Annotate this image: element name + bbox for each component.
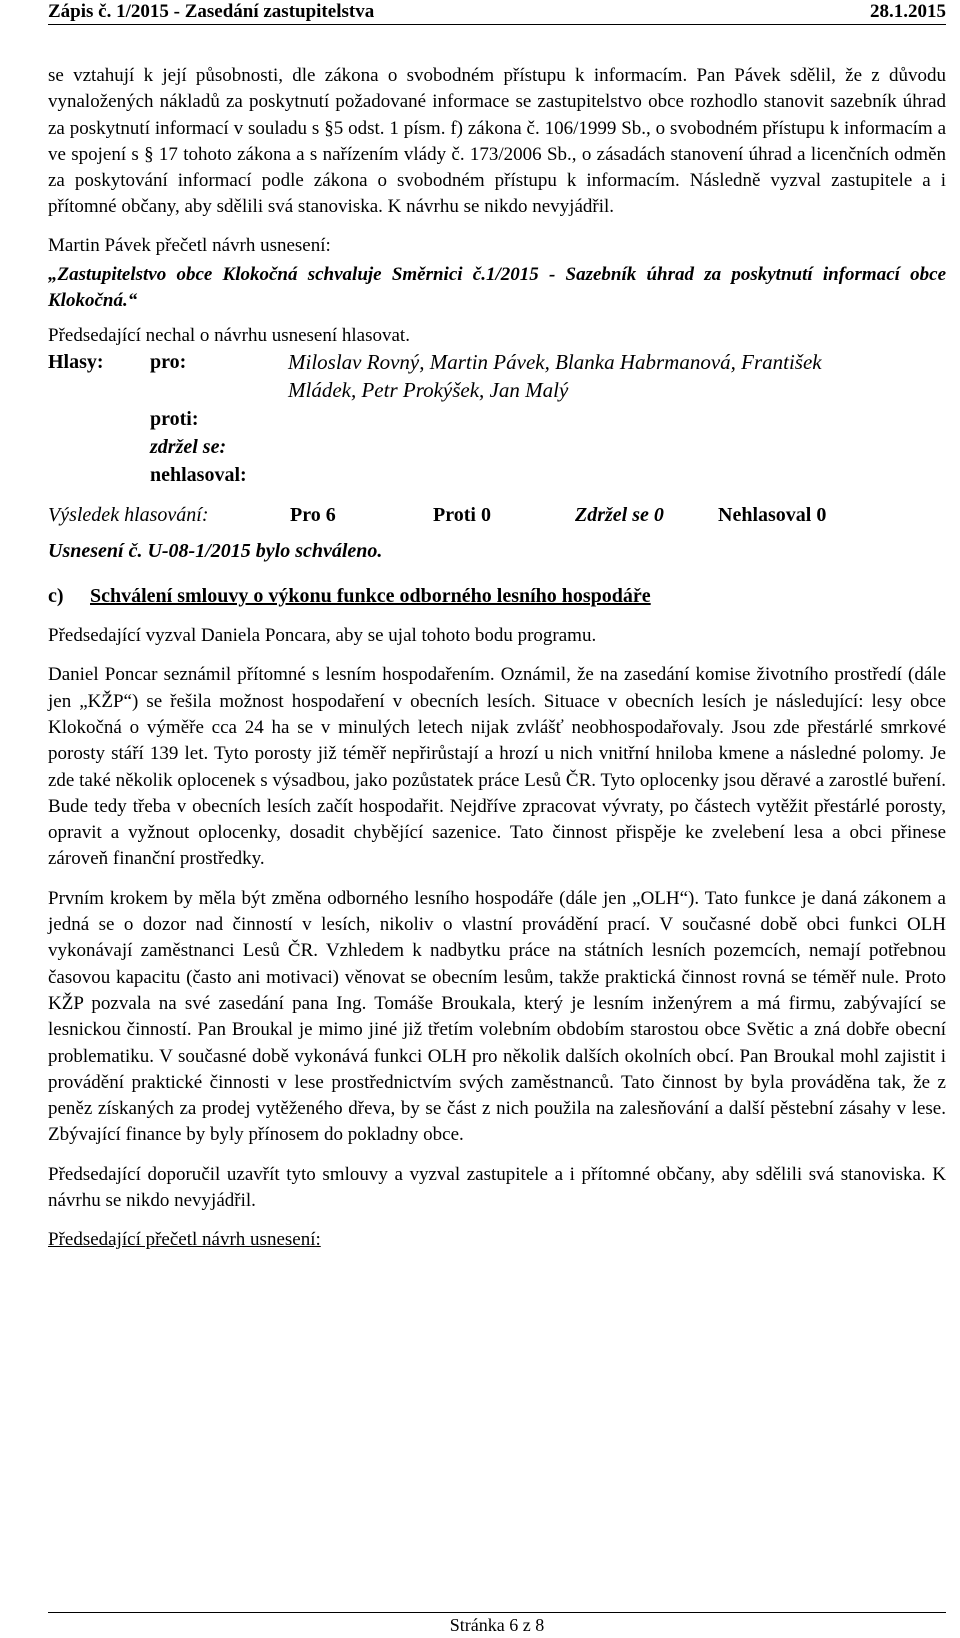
paragraph-forest-situation: Daniel Poncar seznámil přítomné s lesním hospodařením. Oznámil, že na zasedání komise životního prostředí (dále jen „KŽP“) se řešila možnost hospodaření v obecních lesích. Situace v obecních lesích je následující: lesy obce Klokočná o výměře cca 24 ha se v minulých letech nijak zvlášť neobhospodařovaly. Jsou zde přestárlé smrkové porosty stáří 139 let. Tyto porosty již téměř nepřirůstají a hrozí u nich vnitřní hniloba kmene a následné polomy. Je zde také několik oplocenek s výsadbou, jako pozůstatek práce Lesů ČR. Tyto oplocenky jsou děravé a zarostlé buření. Bude tedy třeba v obecních lesích začít hospodařit. Nejdříve zpracovat vývraty, po částech vytěžit přestárlé porosty, opravit a vyžnout oplocenky, dosadit chybějící sazenice. Tato činnost přispěje ke zvelebení lesa a obci přinese zároveň finanční prostředky. (48, 664, 946, 870)
votes-proti-label: proti: (150, 407, 199, 430)
chair-vote-line: Předsedající nechal o návrhu usnesení hlasovat. (48, 324, 410, 346)
document-body (48, 63, 946, 1254)
paragraph-chair-invites: Předsedající vyzval Daniela Poncara, aby se ujal tohoto bodu programu. (48, 625, 597, 647)
paragraph-chair-recommends: Předsedající doporučil uzavřít tyto smlouvy a vyzval zastupitele a i přítomné občany, aby sdělili svá stanoviska. K návrhu se nikdo nevyjádřil. (48, 1163, 946, 1211)
paragraph-access-to-information: se vztahují k její působnosti, dle zákona o svobodném přístupu k informacím. Pan Pávek sdělil, že z důvodu vynaložených nákladů za poskytnutí požadované informace se zastupitelstvo obce rozhodlo stanovit sazebník úhrad za poskytnutí informací v souladu s §5 odst. 1 písm. f) zákona č. 106/1999 Sb., o svobodném přístupu k informacím a ve spojení s § 17 tohoto zákona a s nařízením vlády č. 173/2006 Sb., o zásadách stanovení úhrad a licenčních odměn za poskytování informací podle zákona o svobodném přístupu k informacím. Následně vyzval zastupitele a i přítomné občany, aby sdělili svá stanoviska. K návrhu se nikdo nevyjádřil. (48, 65, 946, 218)
paragraph-chair-read-resolution: Předsedající přečetl návrh usnesení: (48, 1229, 321, 1251)
page-header (48, 0, 946, 25)
votes-block (48, 349, 946, 488)
paragraph-forest-manager: Prvním krokem by měla být změna odborného lesního hospodáře (dále jen „OLH“). Tato funkce je daná zákonem a jedná se o dozor nad činností v lesích, nikoliv o vlastní provádění prací. V současné době obci funkci OLH vykonávají zaměstnanci Lesů ČR. Vzhledem k nadbytku práce na státních lesních pozemcích, nemají potřebnou časovou kapacitu (často ani motivaci) věnovat se obecním lesům, takže praktická činnost rovná se téměř nule. Proto KŽP pozvala na své zasedání pana Ing. Tomáše Broukala, který je lesním inženýrem a má firmu, zabývající se lesnickou činností. Pan Broukal je mimo jiné již třetím volebním obdobím starostou obce Světic a zná dobře obecní problematiku. V současné době vykonává funkci OLH pro několik dalších okolních obcí. Pan Broukal mohl zajistit i provádění praktické činnosti v lese prostřednictvím svých zaměstnanců. Tato činnost by byla prováděna tak, že z peněz získaných za prodej vytěženého dřeva, by se část z nich použila na zalesňování a další pěstební zásahy v lese. Zbývající finance by byly přínosem do pokladny obce. (48, 887, 946, 1146)
votes-pro-label: pro: (150, 350, 187, 373)
section-c-heading (48, 583, 946, 609)
resolution-text: „Zastupitelstvo obce Klokočná schvaluje Směrnici č.1/2015 - Sazebník úhrad za poskytnutí informací obce Klokočná.“ (48, 264, 946, 312)
votes-pro-names-2: Mládek, Petr Prokýšek, Jan Malý (288, 378, 569, 403)
section-c-letter: c) (48, 584, 64, 607)
page-footer (48, 1612, 946, 1636)
result-proti: Proti 0 (433, 504, 491, 527)
header-title: Zápis č. 1/2015 - Zasedání zastupitelstva (48, 1, 375, 22)
result-label: Výsledek hlasování: (48, 504, 209, 527)
resolution-approved: Usnesení č. U-08-1/2015 bylo schváleno. (48, 540, 383, 563)
read-resolution-line: Martin Pávek přečetl návrh usnesení: (48, 234, 331, 256)
page-number: Stránka 6 z 8 (449, 1615, 545, 1635)
votes-label: Hlasy: (48, 350, 104, 373)
header-date: 28.1.2015 (870, 1, 946, 22)
section-c-title: Schválení smlouvy o výkonu funkce odborného lesního hospodáře (90, 584, 651, 607)
vote-result (48, 502, 946, 528)
result-zdrzel: Zdržel se 0 (575, 504, 664, 527)
result-pro: Pro 6 (290, 504, 336, 527)
votes-nehlasoval-label: nehlasoval: (150, 464, 247, 487)
votes-pro-names-1: Miloslav Rovný, Martin Pávek, Blanka Habrmanová, František (288, 349, 822, 374)
result-nehlasoval: Nehlasoval 0 (718, 504, 827, 527)
votes-zdrzel-label: zdržel se: (150, 435, 227, 458)
